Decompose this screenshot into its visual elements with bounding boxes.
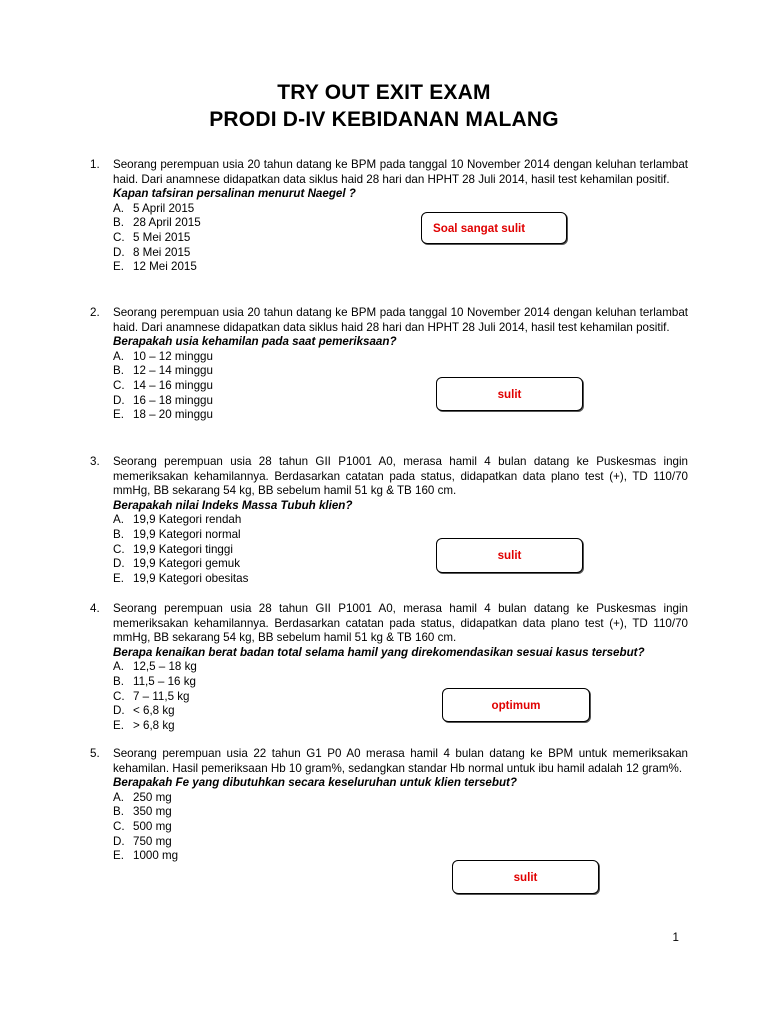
question-number: 2. (90, 306, 100, 319)
question-4 (90, 602, 688, 733)
option-letter: E. (113, 571, 124, 585)
question-5 (90, 747, 688, 864)
option-letter: D. (113, 245, 125, 259)
difficulty-tag: sulit (436, 538, 583, 573)
option-d (113, 394, 688, 409)
difficulty-tag: sulit (452, 860, 599, 894)
option-d (113, 246, 688, 261)
option-a (113, 350, 688, 365)
option-d (113, 835, 688, 850)
option-text: 5 April 2015 (133, 201, 195, 215)
option-letter: A. (113, 513, 124, 527)
option-text: < 6,8 kg (133, 704, 175, 718)
question-text: Seorang perempuan usia 28 tahun GII P1001 A0, merasa hamil 4 bulan datang ke Puskesmas ingin memeriksakan kehamilannya. Berdasarkan catatan pada status, didapatkan data plano test (+), TD 110/70 mmHg, BB sekarang 54 kg, BB sebelum hamil 51 kg & TB 160 cm. (113, 602, 688, 645)
question-number: 1. (90, 158, 100, 171)
option-letter: D. (113, 557, 125, 571)
option-b (113, 805, 688, 820)
option-b (113, 216, 688, 231)
option-a (113, 791, 688, 806)
option-c (113, 379, 688, 394)
option-text: 10 – 12 minggu (133, 349, 213, 363)
question-text: Seorang perempuan usia 28 tahun GII P1001 A0, merasa hamil 4 bulan datang ke Puskesmas ingin memeriksakan kehamilannya. Berdasarkan catatan pada status, didapatkan data plano test (+), TD 110/70 mmHg, BB sekarang 54 kg, BB sebelum hamil 51 kg & TB 160 cm. (113, 455, 688, 498)
option-text: 11,5 – 16 kg (133, 674, 196, 688)
option-letter: C. (113, 689, 125, 703)
option-letter: E. (113, 408, 124, 422)
option-text: 500 mg (133, 819, 172, 833)
option-letter: D. (113, 393, 125, 407)
question-prompt: Kapan tafsiran persalinan menurut Naegel ? (113, 187, 356, 201)
option-text: 19,9 Kategori tinggi (133, 542, 233, 556)
option-a (113, 513, 688, 528)
option-text: 12 Mei 2015 (133, 260, 197, 274)
option-letter: C. (113, 819, 125, 833)
option-text: 8 Mei 2015 (133, 245, 191, 259)
option-text: 19,9 Kategori obesitas (133, 571, 249, 585)
option-text: 7 – 11,5 kg (133, 689, 190, 703)
question-2 (90, 306, 688, 423)
option-c (113, 543, 688, 558)
option-text: 12 – 14 minggu (133, 364, 213, 378)
option-letter: B. (113, 364, 124, 378)
option-text: 250 mg (133, 790, 172, 804)
option-letter: B. (113, 527, 124, 541)
question-number: 5. (90, 747, 100, 760)
question-3 (90, 455, 688, 586)
option-letter: B. (113, 805, 124, 819)
option-text: 1000 mg (133, 849, 179, 863)
option-a (113, 202, 688, 217)
difficulty-tag: sulit (436, 377, 583, 411)
option-text: 16 – 18 minggu (133, 393, 213, 407)
option-letter: C. (113, 542, 125, 556)
option-text: 18 – 20 minggu (133, 408, 213, 422)
option-text: > 6,8 kg (133, 718, 175, 732)
difficulty-tag: optimum (442, 688, 590, 722)
option-letter: A. (113, 349, 124, 363)
option-text: 19,9 Kategori gemuk (133, 557, 240, 571)
option-c (113, 820, 688, 835)
question-prompt: Berapa kenaikan berat badan total selama hamil yang direkomendasikan sesuai kasus tersebut? (113, 645, 645, 659)
question-number: 4. (90, 602, 100, 615)
question-1 (90, 158, 688, 275)
option-text: 14 – 16 minggu (133, 378, 213, 392)
option-letter: B. (113, 216, 124, 230)
question-text: Seorang perempuan usia 22 tahun G1 P0 A0 merasa hamil 4 bulan datang ke BPM untuk memeriksakan kehamilan. Hasil pemeriksaan Hb 10 gram%, sedangkan standar Hb normal untuk ibu hamil adalah 12 gram%. (113, 747, 688, 775)
option-c (113, 690, 688, 705)
option-c (113, 231, 688, 246)
option-text: 12,5 – 18 kg (133, 660, 197, 674)
option-d (113, 704, 688, 719)
option-e (113, 572, 688, 587)
option-text: 350 mg (133, 805, 172, 819)
option-letter: D. (113, 834, 125, 848)
option-b (113, 675, 688, 690)
option-letter: A. (113, 201, 124, 215)
exam-subtitle: PRODI D-IV KEBIDANAN MALANG (209, 108, 559, 131)
question-prompt: Berapakah nilai Indeks Massa Tubuh klien? (113, 498, 353, 512)
option-letter: A. (113, 660, 124, 674)
question-prompt: Berapakah Fe yang dibutuhkan secara keseluruhan untuk klien tersebut? (113, 776, 517, 790)
question-text: Seorang perempuan usia 20 tahun datang ke BPM pada tanggal 10 November 2014 dengan keluhan terlambat haid. Dari anamnese didapatkan data siklus haid 28 hari dan HPHT 28 Juli 2014, hasil test kehamilan positif. (113, 158, 688, 186)
option-letter: E. (113, 260, 124, 274)
option-letter: E. (113, 718, 124, 732)
option-letter: C. (113, 230, 125, 244)
question-text: Seorang perempuan usia 20 tahun datang ke BPM pada tanggal 10 November 2014 dengan keluhan terlambat haid. Dari anamnese didapatkan data siklus haid 28 hari dan HPHT 28 Juli 2014, hasil test kehamilan positif. (113, 306, 688, 334)
option-d (113, 557, 688, 572)
option-e (113, 408, 688, 423)
option-text: 28 April 2015 (133, 216, 201, 230)
option-a (113, 660, 688, 675)
option-text: 19,9 Kategori normal (133, 527, 241, 541)
option-text: 19,9 Kategori rendah (133, 513, 242, 527)
option-letter: D. (113, 704, 125, 718)
option-text: 750 mg (133, 834, 172, 848)
option-e (113, 719, 688, 734)
question-number: 3. (90, 455, 100, 468)
option-b (113, 528, 688, 543)
option-letter: C. (113, 378, 125, 392)
option-text: 5 Mei 2015 (133, 230, 191, 244)
page-number: 1 (672, 931, 679, 944)
option-e (113, 849, 688, 864)
question-prompt: Berapakah usia kehamilan pada saat pemeriksaan? (113, 335, 397, 349)
option-letter: B. (113, 674, 124, 688)
option-e (113, 260, 688, 275)
exam-title: TRY OUT EXIT EXAM (277, 81, 491, 104)
option-b (113, 364, 688, 379)
option-letter: E. (113, 849, 124, 863)
difficulty-tag: Soal sangat sulit (421, 212, 567, 244)
option-letter: A. (113, 790, 124, 804)
